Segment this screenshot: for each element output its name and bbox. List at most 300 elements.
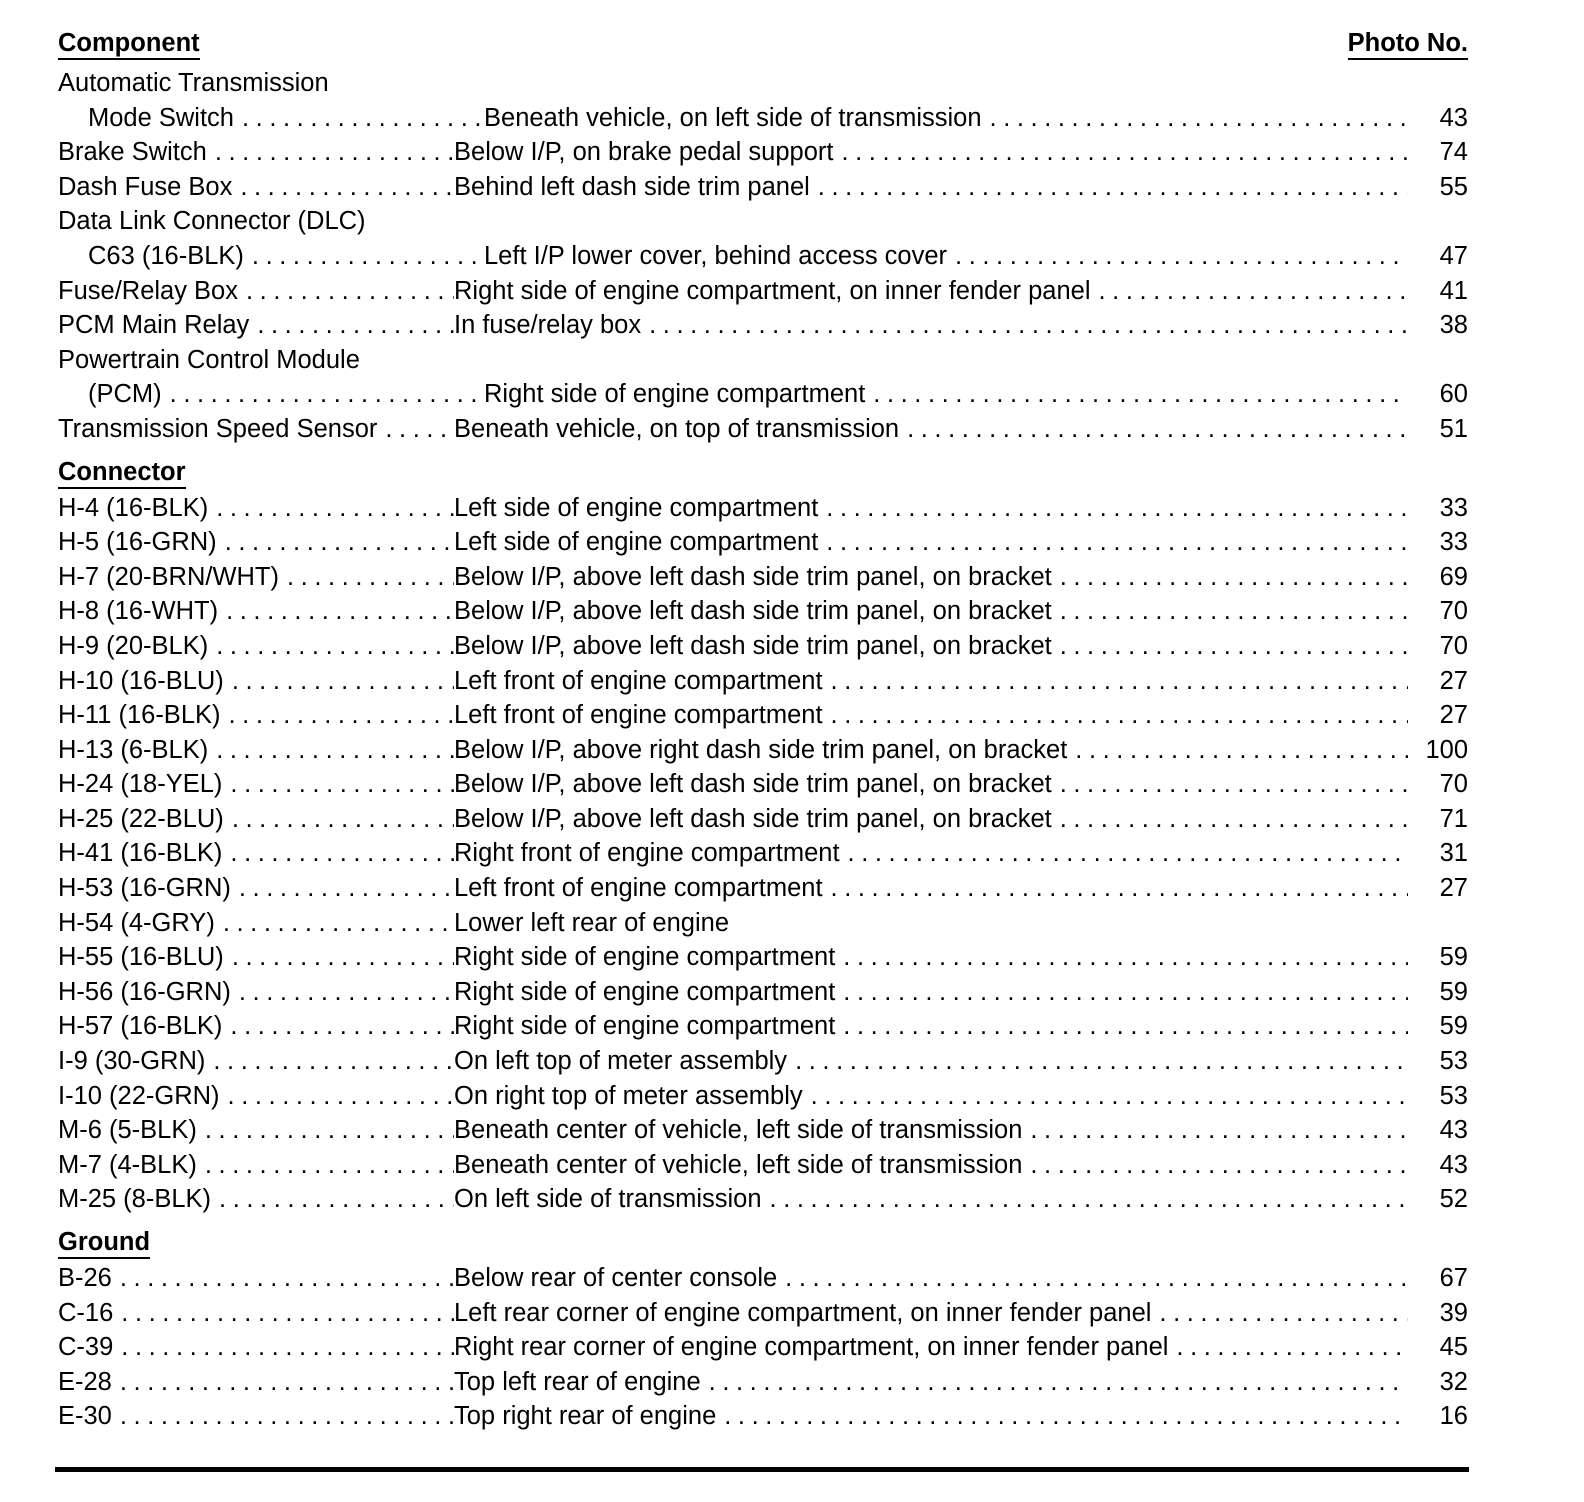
component-cell xyxy=(58,66,454,101)
location-text: On left top of meter assembly xyxy=(454,1047,788,1076)
component-name: Transmission Speed Sensor xyxy=(58,414,378,443)
component-cell xyxy=(58,1113,454,1148)
bottom-rule xyxy=(55,1467,1469,1472)
component-name: H-24 (18-YEL) xyxy=(58,770,223,799)
table-row xyxy=(58,975,1468,1010)
component-cell xyxy=(58,101,484,136)
photo-number: 32 xyxy=(1439,1367,1468,1396)
location-cell xyxy=(454,664,1408,699)
location-text: Below I/P, above left dash side trim panel, on bracket xyxy=(454,597,1052,626)
location-cell xyxy=(454,204,1408,239)
photo-number-cell xyxy=(1408,664,1468,699)
component-name: H-7 (20-BRN/WHT) xyxy=(58,562,279,591)
component-name: I-9 (30-GRN) xyxy=(58,1047,206,1076)
component-name: I-10 (22-GRN) xyxy=(58,1081,220,1110)
location-cell xyxy=(454,491,1408,526)
dot-leader xyxy=(113,1330,454,1365)
photo-number-cell xyxy=(1408,1113,1468,1148)
photo-number: 38 xyxy=(1439,311,1468,340)
dot-leader xyxy=(810,170,1408,205)
component-cell xyxy=(58,170,454,205)
section-heading: Ground xyxy=(58,1227,150,1259)
component-cell xyxy=(58,377,484,412)
component-name: H-53 (16-GRN) xyxy=(58,874,231,903)
location-text: Below I/P, above left dash side trim panel, on bracket xyxy=(454,562,1052,591)
table-row xyxy=(58,1261,1468,1296)
dot-leader xyxy=(835,940,1408,975)
component-cell xyxy=(58,594,454,629)
dot-leader xyxy=(224,664,454,699)
table-row xyxy=(58,101,1468,136)
table-row xyxy=(58,239,1468,274)
photo-number-cell xyxy=(1408,940,1468,975)
photo-number-cell xyxy=(1408,767,1468,802)
dot-leader xyxy=(208,491,454,526)
photo-number-cell xyxy=(1408,871,1468,906)
location-text: Behind left dash side trim panel xyxy=(454,172,810,201)
photo-number: 16 xyxy=(1439,1402,1468,1431)
photo-number: 27 xyxy=(1439,874,1468,903)
component-cell xyxy=(58,1079,454,1114)
dot-leader xyxy=(777,1261,1408,1296)
table-row xyxy=(58,1330,1468,1365)
location-text: Beneath center of vehicle, left side of transmission xyxy=(454,1150,1023,1179)
component-cell xyxy=(58,733,454,768)
photo-number-cell xyxy=(1408,629,1468,664)
component-cell xyxy=(58,343,454,378)
dot-leader xyxy=(835,975,1408,1010)
photo-number: 59 xyxy=(1439,943,1468,972)
location-cell xyxy=(484,377,1408,412)
component-name: Powertrain Control Module xyxy=(58,345,360,374)
dot-leader xyxy=(207,135,454,170)
dot-leader xyxy=(1022,1148,1408,1183)
location-text: Below rear of center console xyxy=(454,1264,778,1292)
photo-number-cell xyxy=(1408,412,1468,447)
dot-leader xyxy=(222,1009,454,1044)
location-cell xyxy=(454,1079,1408,1114)
component-name: M-25 (8-BLK) xyxy=(58,1185,212,1214)
dot-leader xyxy=(220,1079,454,1114)
photo-number-cell xyxy=(1408,377,1468,412)
component-cell xyxy=(58,975,454,1010)
component-cell xyxy=(58,698,454,733)
location-text: Left side of engine compartment xyxy=(454,493,819,522)
dot-leader xyxy=(234,101,484,136)
location-cell xyxy=(454,135,1408,170)
table-row xyxy=(58,135,1468,170)
dot-leader xyxy=(1052,594,1408,629)
component-cell xyxy=(58,836,454,871)
component-name: (PCM) xyxy=(88,380,162,409)
location-text: Right side of engine compartment xyxy=(484,380,866,409)
photo-number-cell xyxy=(1408,1365,1468,1400)
photo-number-cell xyxy=(1408,170,1468,205)
photo-number: 55 xyxy=(1439,172,1468,201)
dot-leader xyxy=(823,698,1408,733)
photo-number: 31 xyxy=(1439,839,1468,868)
component-cell xyxy=(58,629,454,664)
component-name: H-55 (16-BLU) xyxy=(58,943,224,972)
component-name: H-56 (16-GRN) xyxy=(58,977,231,1006)
component-name: H-10 (16-BLU) xyxy=(58,666,224,695)
dot-leader xyxy=(840,836,1408,871)
location-cell xyxy=(454,343,1408,378)
photo-number-cell xyxy=(1408,239,1468,274)
dot-leader xyxy=(1052,802,1408,837)
component-cell xyxy=(58,204,454,239)
table-row xyxy=(58,698,1468,733)
component-cell xyxy=(58,906,454,941)
component-name: Brake Switch xyxy=(58,138,207,167)
photo-number-cell xyxy=(1408,274,1468,309)
location-cell xyxy=(454,1365,1408,1400)
table-row xyxy=(58,170,1468,205)
dot-leader xyxy=(1052,560,1408,595)
photo-number-cell xyxy=(1408,836,1468,871)
component-cell xyxy=(58,308,454,343)
component-name: H-8 (16-WHT) xyxy=(58,597,219,626)
table-row xyxy=(58,1182,1468,1217)
component-cell xyxy=(58,940,454,975)
location-text: Right front of engine compartment xyxy=(454,839,840,868)
location-cell xyxy=(454,1296,1408,1331)
location-text: Right side of engine compartment xyxy=(454,943,836,972)
location-text: Right side of engine compartment, on inner fender panel xyxy=(454,276,1091,305)
photo-number: 70 xyxy=(1439,631,1468,660)
photo-number-cell xyxy=(1408,698,1468,733)
photo-number: 53 xyxy=(1439,1081,1468,1110)
component-cell xyxy=(58,412,454,447)
location-text: Top left rear of engine xyxy=(454,1367,701,1396)
component-name: H-41 (16-BLK) xyxy=(58,839,223,868)
location-text: In fuse/relay box xyxy=(454,311,642,340)
table-row xyxy=(58,1044,1468,1079)
photo-number-cell xyxy=(1408,66,1468,101)
dot-leader xyxy=(205,1044,454,1079)
dot-leader xyxy=(222,767,454,802)
table-row xyxy=(58,664,1468,699)
component-cell xyxy=(58,767,454,802)
component-name: H-5 (16-GRN) xyxy=(58,528,217,557)
location-cell xyxy=(454,698,1408,733)
dot-leader xyxy=(1151,1296,1408,1331)
component-name: H-57 (16-BLK) xyxy=(58,1012,223,1041)
photo-number-cell xyxy=(1408,525,1468,560)
dot-leader xyxy=(211,1182,454,1217)
component-cell xyxy=(58,664,454,699)
location-cell xyxy=(454,802,1408,837)
photo-number-cell xyxy=(1408,343,1468,378)
location-cell xyxy=(484,101,1408,136)
table-row xyxy=(58,629,1468,664)
dot-leader xyxy=(377,412,454,447)
component-name: E-28 xyxy=(58,1367,112,1396)
photo-number: 27 xyxy=(1439,701,1468,730)
component-name: H-11 (16-BLK) xyxy=(58,701,221,730)
table-row xyxy=(58,1079,1468,1114)
table-row xyxy=(58,1399,1468,1434)
location-cell xyxy=(454,940,1408,975)
component-cell xyxy=(58,1399,454,1434)
photo-number: 33 xyxy=(1439,528,1468,557)
component-name: H-25 (22-BLU) xyxy=(58,804,224,833)
component-cell xyxy=(58,1330,454,1365)
component-name: Data Link Connector (DLC) xyxy=(58,207,366,236)
location-cell xyxy=(454,1261,1408,1296)
table-row xyxy=(58,525,1468,560)
dot-leader xyxy=(112,1261,454,1296)
component-cell xyxy=(58,525,454,560)
table-row xyxy=(58,767,1468,802)
dot-leader xyxy=(218,594,454,629)
dot-leader xyxy=(835,1009,1408,1044)
table-row xyxy=(58,66,1468,101)
dot-leader xyxy=(238,274,454,309)
dot-leader xyxy=(221,698,454,733)
dot-leader xyxy=(1052,629,1408,664)
component-name: PCM Main Relay xyxy=(58,311,250,340)
component-name: Mode Switch xyxy=(88,103,234,132)
dot-leader xyxy=(716,1399,1408,1434)
table-row xyxy=(58,412,1468,447)
location-text: Beneath vehicle, on left side of transmission xyxy=(484,103,982,132)
photo-number-cell xyxy=(1408,1296,1468,1331)
photo-number-cell xyxy=(1408,1079,1468,1114)
photo-number: 59 xyxy=(1439,1012,1468,1041)
table-body xyxy=(58,66,1468,1434)
component-name: C-16 xyxy=(58,1298,114,1327)
dot-leader xyxy=(803,1079,1408,1114)
location-cell xyxy=(454,629,1408,664)
component-cell xyxy=(58,871,454,906)
component-cell xyxy=(58,1182,454,1217)
component-cell xyxy=(58,274,454,309)
component-name: C63 (16-BLK) xyxy=(88,241,244,270)
photo-number-cell xyxy=(1408,733,1468,768)
location-cell xyxy=(454,1330,1408,1365)
location-text: Below I/P, above left dash side trim panel, on bracket xyxy=(454,770,1052,799)
location-text: Left side of engine compartment xyxy=(454,528,819,557)
location-text: Beneath center of vehicle, left side of transmission xyxy=(454,1116,1023,1145)
dot-leader xyxy=(1090,274,1408,309)
location-cell xyxy=(454,871,1408,906)
photo-number: 33 xyxy=(1439,493,1468,522)
dot-leader xyxy=(208,629,454,664)
photo-number-cell xyxy=(1408,1182,1468,1217)
location-cell xyxy=(454,836,1408,871)
dot-leader xyxy=(818,525,1408,560)
section-heading: Connector xyxy=(58,457,186,489)
dot-leader xyxy=(833,135,1408,170)
dot-leader xyxy=(279,560,454,595)
component-cell xyxy=(58,560,454,595)
location-cell xyxy=(454,1044,1408,1079)
location-cell xyxy=(454,906,1408,941)
location-text: Right rear corner of engine compartment, on inner fender panel xyxy=(454,1333,1169,1362)
table-row xyxy=(58,377,1468,412)
table-row xyxy=(58,204,1468,239)
dot-leader xyxy=(224,940,454,975)
photo-number-cell xyxy=(1408,1330,1468,1365)
location-text: Top right rear of engine xyxy=(454,1402,717,1431)
dot-leader xyxy=(208,733,454,768)
photo-number-cell xyxy=(1408,491,1468,526)
photo-number-cell xyxy=(1408,560,1468,595)
location-text: Beneath vehicle, on top of transmission xyxy=(454,414,900,443)
location-text: Left front of engine compartment xyxy=(454,701,823,730)
dot-leader xyxy=(762,1182,1408,1217)
photo-number-cell xyxy=(1408,802,1468,837)
location-text: Below I/P, above right dash side trim panel, on bracket xyxy=(454,735,1068,764)
location-cell xyxy=(454,1113,1408,1148)
dot-leader xyxy=(818,491,1408,526)
component-name: M-6 (5-BLK) xyxy=(58,1116,197,1145)
dot-leader xyxy=(162,377,484,412)
photo-number-cell xyxy=(1408,1148,1468,1183)
dot-leader xyxy=(865,377,1408,412)
dot-leader xyxy=(222,836,454,871)
location-cell xyxy=(454,560,1408,595)
dot-leader xyxy=(982,101,1408,136)
table-row xyxy=(58,343,1468,378)
photo-number: 43 xyxy=(1439,103,1468,132)
component-cell xyxy=(58,1296,454,1331)
component-name: Automatic Transmission xyxy=(58,69,329,97)
location-cell xyxy=(454,1148,1408,1183)
table-row xyxy=(58,594,1468,629)
table-row xyxy=(58,274,1468,309)
component-name: H-13 (6-BLK) xyxy=(58,735,209,764)
location-cell xyxy=(454,1009,1408,1044)
photo-number: 69 xyxy=(1439,562,1468,591)
photo-number: 47 xyxy=(1439,241,1468,270)
photo-number: 71 xyxy=(1439,804,1468,833)
photo-number-cell xyxy=(1408,906,1468,941)
location-cell xyxy=(454,733,1408,768)
component-cell xyxy=(58,1148,454,1183)
location-cell xyxy=(454,412,1408,447)
photo-number: 39 xyxy=(1439,1298,1468,1327)
photo-number: 67 xyxy=(1439,1264,1468,1292)
photo-number-cell xyxy=(1408,101,1468,136)
dot-leader xyxy=(641,308,1408,343)
location-cell xyxy=(454,1399,1408,1434)
component-name: H-54 (4-GRY) xyxy=(58,908,215,937)
table-row xyxy=(58,836,1468,871)
dot-leader xyxy=(899,412,1408,447)
photo-number: 70 xyxy=(1439,770,1468,799)
photo-number: 43 xyxy=(1439,1150,1468,1179)
photo-number: 43 xyxy=(1439,1116,1468,1145)
component-cell xyxy=(58,239,484,274)
location-cell xyxy=(454,525,1408,560)
photo-number: 27 xyxy=(1439,666,1468,695)
dot-leader xyxy=(701,1365,1408,1400)
dot-leader xyxy=(1168,1330,1408,1365)
dot-leader xyxy=(1052,767,1408,802)
location-text: Left rear corner of engine compartment, on inner fender panel xyxy=(454,1298,1152,1327)
location-text: Lower left rear of engine xyxy=(454,908,729,937)
component-name: M-7 (4-BLK) xyxy=(58,1150,197,1179)
photo-number: 74 xyxy=(1439,138,1468,167)
table-row xyxy=(58,560,1468,595)
dot-leader xyxy=(113,1296,454,1331)
photo-no-column-header: Photo No. xyxy=(1348,28,1468,60)
photo-number-cell xyxy=(1408,1399,1468,1434)
table-row xyxy=(58,1365,1468,1400)
dot-leader xyxy=(217,525,454,560)
dot-leader xyxy=(197,1148,454,1183)
location-cell xyxy=(454,975,1408,1010)
photo-number: 100 xyxy=(1425,735,1468,764)
photo-number-cell xyxy=(1408,1044,1468,1079)
component-column-header: Component xyxy=(58,28,200,60)
location-text: Left front of engine compartment xyxy=(454,874,823,903)
component-name: E-30 xyxy=(58,1402,112,1431)
component-name: B-26 xyxy=(58,1264,112,1292)
dot-leader xyxy=(112,1365,454,1400)
location-cell xyxy=(454,170,1408,205)
component-cell xyxy=(58,1009,454,1044)
table-header xyxy=(58,28,1468,66)
table-row xyxy=(58,308,1468,343)
photo-number-cell xyxy=(1408,308,1468,343)
location-cell xyxy=(454,274,1408,309)
component-name: Dash Fuse Box xyxy=(58,172,233,201)
dot-leader xyxy=(1022,1113,1408,1148)
location-text: On right top of meter assembly xyxy=(454,1081,803,1110)
photo-number-cell xyxy=(1408,204,1468,239)
table-row xyxy=(58,1296,1468,1331)
location-cell xyxy=(454,66,1408,101)
photo-number-cell xyxy=(1408,135,1468,170)
dot-leader xyxy=(197,1113,454,1148)
location-text: Below I/P, above left dash side trim panel, on bracket xyxy=(454,804,1052,833)
dot-leader xyxy=(231,871,454,906)
location-cell xyxy=(454,767,1408,802)
location-text: Below I/P, above left dash side trim panel, on bracket xyxy=(454,631,1052,660)
photo-number: 60 xyxy=(1439,380,1468,409)
dot-leader xyxy=(231,975,454,1010)
location-text: Left I/P lower cover, behind access cover xyxy=(484,241,948,270)
photo-number: 45 xyxy=(1439,1333,1468,1362)
photo-number-cell xyxy=(1408,1261,1468,1296)
component-cell xyxy=(58,491,454,526)
photo-number: 70 xyxy=(1439,597,1468,626)
dot-leader xyxy=(224,802,454,837)
component-location-table xyxy=(58,28,1468,1434)
location-text: Left front of engine compartment xyxy=(454,666,823,695)
dot-leader xyxy=(232,170,454,205)
component-name: H-9 (20-BLK) xyxy=(58,631,209,660)
component-cell xyxy=(58,1365,454,1400)
dot-leader xyxy=(112,1399,454,1434)
component-cell xyxy=(58,135,454,170)
table-row xyxy=(58,802,1468,837)
table-row xyxy=(58,906,1468,941)
location-text: Right side of engine compartment xyxy=(454,977,836,1006)
location-text: On left side of transmission xyxy=(454,1185,762,1214)
dot-leader xyxy=(1067,733,1408,768)
photo-number: 53 xyxy=(1439,1047,1468,1076)
photo-number-cell xyxy=(1408,975,1468,1010)
photo-number: 52 xyxy=(1439,1185,1468,1214)
photo-number: 51 xyxy=(1439,414,1468,443)
location-cell xyxy=(454,308,1408,343)
dot-leader xyxy=(823,664,1408,699)
photo-number: 41 xyxy=(1439,276,1468,305)
